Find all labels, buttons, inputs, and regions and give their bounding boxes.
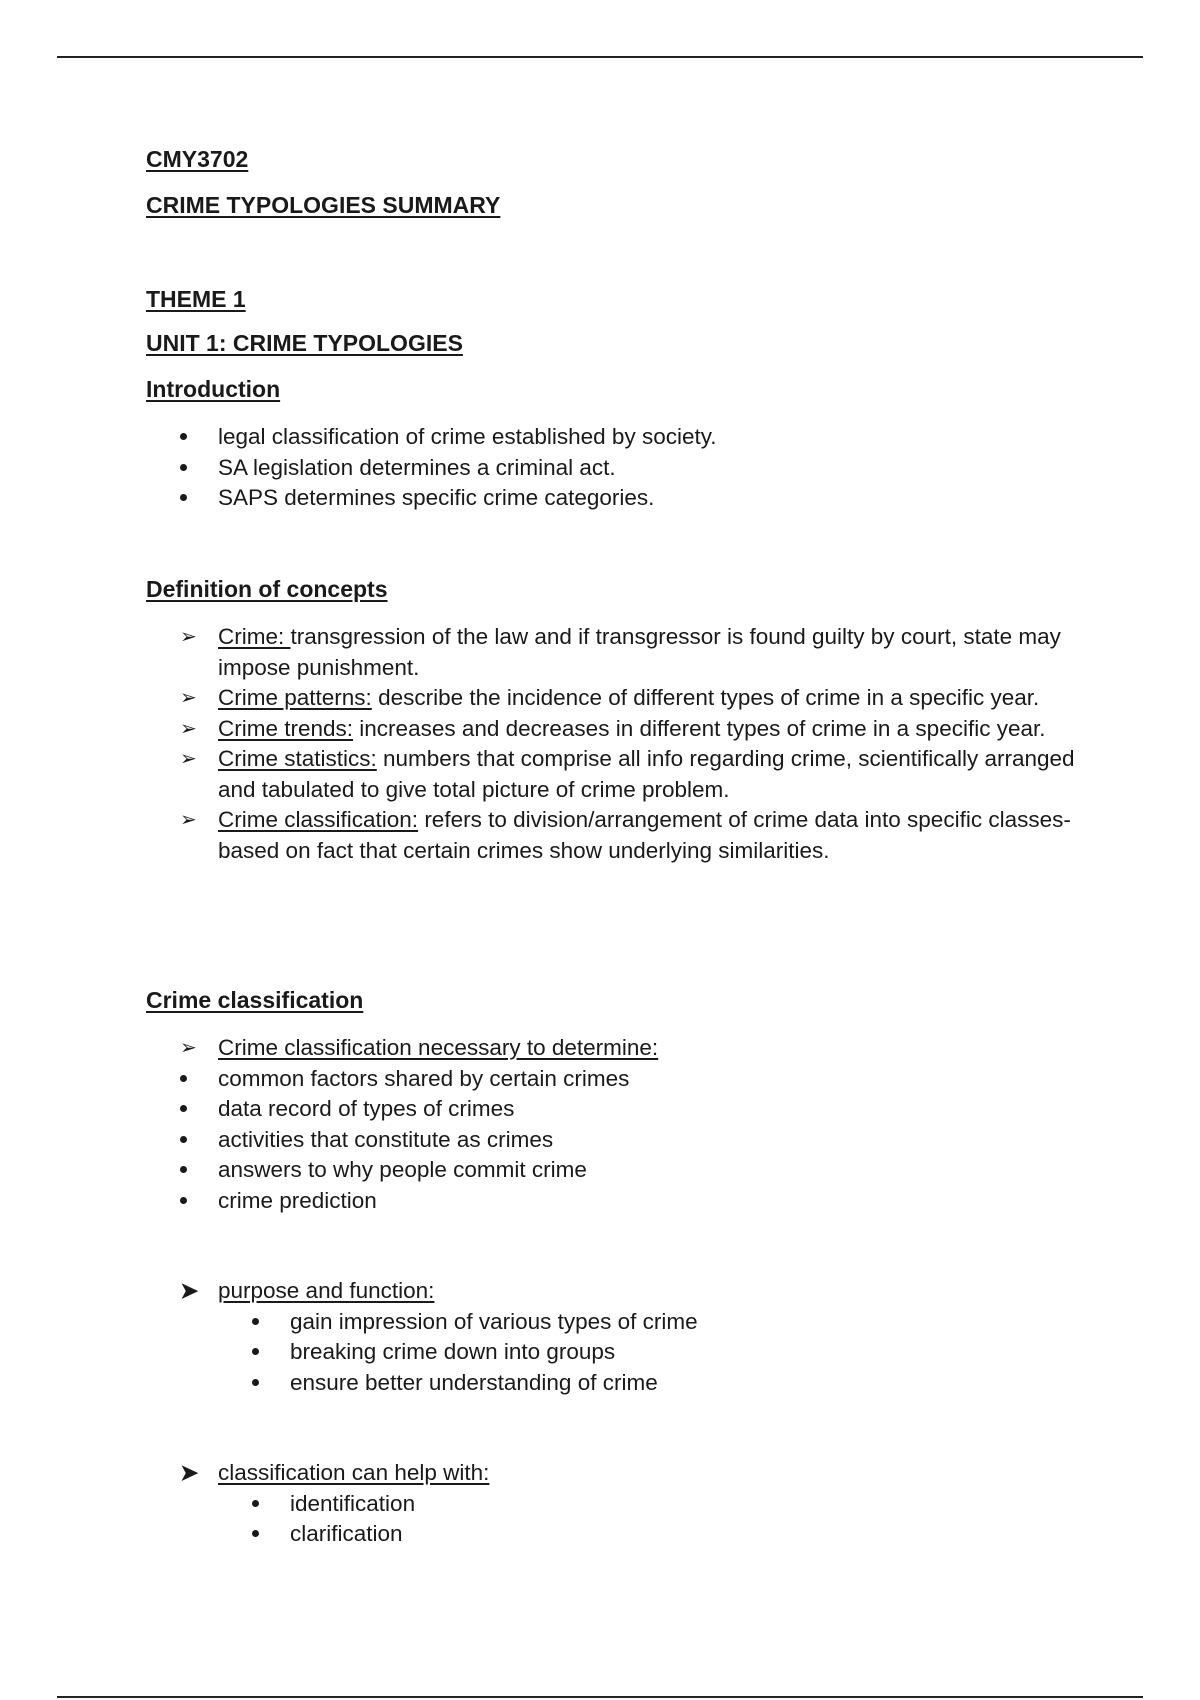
list-item bbox=[146, 1276, 1086, 1307]
purpose-label: purpose and function: bbox=[218, 1278, 435, 1303]
introduction-list bbox=[146, 422, 1086, 514]
help-label: classification can help with: bbox=[218, 1460, 490, 1485]
arrow-bullet-icon: ➢ bbox=[180, 717, 197, 740]
bullet-icon bbox=[180, 1094, 210, 1125]
bullet-icon bbox=[180, 1155, 210, 1186]
list-item: data record of types of crimes bbox=[146, 1094, 1086, 1125]
list-item: gain impression of various types of crime bbox=[146, 1307, 1086, 1338]
list-item: SAPS determines specific crime categories. bbox=[146, 483, 1086, 514]
arrow-bullet-icon: ➢ bbox=[180, 809, 197, 831]
arrow-bullet-icon: ➢ bbox=[180, 687, 197, 709]
definition-item bbox=[146, 805, 1086, 866]
purpose-list bbox=[146, 1276, 1086, 1398]
unit-heading: UNIT 1: CRIME TYPOLOGIES bbox=[146, 330, 463, 356]
list-item: answers to why people commit crime bbox=[146, 1155, 1086, 1186]
bullet-icon bbox=[252, 1489, 282, 1520]
definition-term: Crime classification: bbox=[218, 807, 419, 832]
course-code: CMY3702 bbox=[146, 146, 249, 172]
list-item bbox=[146, 1033, 1086, 1064]
bullet-icon bbox=[180, 1125, 210, 1156]
list-item: identification bbox=[146, 1489, 1086, 1520]
list-item: SA legislation determines a criminal act. bbox=[146, 453, 1086, 484]
list-item: crime prediction bbox=[146, 1186, 1086, 1217]
classification-heading: Crime classification bbox=[146, 987, 364, 1013]
definition-item bbox=[146, 744, 1086, 805]
list-item: ensure better understanding of crime bbox=[146, 1368, 1086, 1399]
bullet-icon bbox=[252, 1307, 282, 1338]
definition-text: describe the incidence of different types of crime in a specific year. bbox=[371, 685, 1040, 710]
definition-item bbox=[146, 683, 1086, 714]
necessary-label: Crime classification necessary to determine: bbox=[218, 1035, 659, 1060]
list-item: activities that constitute as crimes bbox=[146, 1125, 1086, 1156]
definitions-list bbox=[146, 622, 1086, 866]
bullet-icon bbox=[180, 1064, 210, 1095]
definition-term: Crime statistics: bbox=[218, 746, 377, 771]
classification-necessary-list bbox=[146, 1033, 1086, 1216]
definition-text: increases and decreases in different types of crime in a specific year. bbox=[353, 715, 1046, 741]
bullet-icon bbox=[180, 422, 210, 453]
arrow-bullet-icon: ➤ bbox=[180, 1460, 199, 1485]
definition-item bbox=[146, 714, 1086, 745]
top-rule bbox=[57, 56, 1143, 58]
bullet-icon bbox=[180, 453, 210, 484]
list-item bbox=[146, 1458, 1086, 1489]
definition-text: refers to division/arrangement of crime data into specific classes- based on fact that certain crimes show underlying similarities. bbox=[218, 807, 1071, 863]
document-title: CRIME TYPOLOGIES SUMMARY bbox=[146, 192, 501, 218]
list-item: common factors shared by certain crimes bbox=[146, 1064, 1086, 1095]
definition-term: Crime patterns: bbox=[218, 685, 372, 710]
definition-text: numbers that comprise all info regarding crime, scientifically arranged and tabulated to give total picture of crime problem. bbox=[218, 746, 1075, 802]
theme-heading: THEME 1 bbox=[146, 286, 246, 312]
list-item: breaking crime down into groups bbox=[146, 1337, 1086, 1368]
definition-term: Crime: bbox=[218, 624, 291, 649]
bullet-icon bbox=[252, 1337, 282, 1368]
help-list bbox=[146, 1458, 1086, 1550]
bullet-icon bbox=[252, 1519, 282, 1550]
list-item: legal classification of crime established by society. bbox=[146, 422, 1086, 453]
bullet-icon bbox=[180, 483, 210, 514]
definition-text: transgression of the law and if transgressor is found guilty by court, state may impose punishment. bbox=[218, 624, 1061, 680]
arrow-bullet-icon: ➤ bbox=[180, 1278, 199, 1303]
definitions-heading: Definition of concepts bbox=[146, 576, 388, 602]
bullet-icon bbox=[252, 1368, 282, 1399]
arrow-bullet-icon: ➢ bbox=[180, 1037, 197, 1059]
definition-item bbox=[146, 622, 1086, 683]
arrow-bullet-icon: ➢ bbox=[180, 748, 197, 770]
bullet-icon bbox=[180, 1186, 210, 1217]
definition-term: Crime trends: bbox=[218, 715, 354, 741]
bottom-rule bbox=[57, 1696, 1143, 1698]
introduction-heading: Introduction bbox=[146, 376, 281, 402]
list-item: clarification bbox=[146, 1519, 1086, 1550]
arrow-bullet-icon: ➢ bbox=[180, 626, 197, 648]
